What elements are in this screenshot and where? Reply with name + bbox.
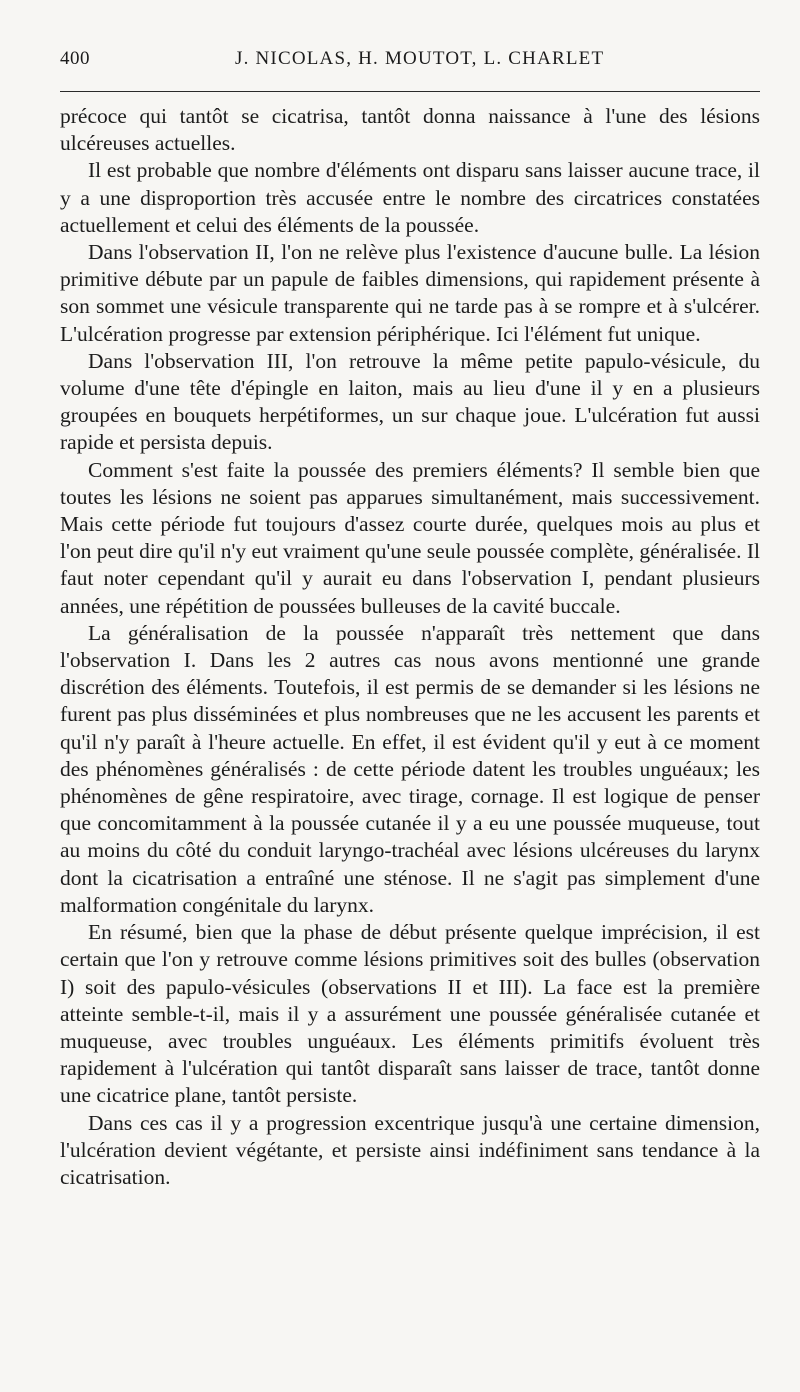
paragraph: Il est probable que nombre d'éléments ont disparu sans laisser aucune trace, il y a une disproportion très accusée entre le nombre des circatrices constatées actuellement et celui des éléments de la poussée. bbox=[60, 158, 760, 237]
running-head: J. NICOLAS, H. MOUTOT, L. CHARLET bbox=[235, 48, 605, 69]
body-text bbox=[60, 103, 760, 1191]
paragraph: précoce qui tantôt se cicatrisa, tantôt donna naissance à l'une des lésions ulcéreuses actuelles. bbox=[60, 104, 760, 156]
paragraph: Dans ces cas il y a progression excentrique jusqu'à une certaine dimension, l'ulcération devient végétante, et persiste ainsi indéfiniment sans tendance à la cicatrisation. bbox=[60, 1110, 760, 1189]
paragraph: Dans l'observation III, l'on retrouve la même petite papulo-vésicule, du volume d'une tête d'épingle en laiton, mais au lieu d'une il y en a plusieurs groupées en bouquets herpétiformes, un sur chaque joue. L'ulcération fut aussi rapide et persista depuis. bbox=[60, 348, 760, 455]
header-rule bbox=[60, 91, 760, 92]
paragraph: La généralisation de la poussée n'apparaît très nettement que dans l'observation I. Dans les 2 autres cas nous avons mentionné une grande discrétion des éléments. Toutefois, il est permis de se demander si les lésions ne furent pas plus disséminées et plus nombreuses que ne les accusent les parents et qu'il n'y paraît à l'heure actuelle. En effet, il est évident qu'il y eut à ce moment des phénomènes généralisés : de cette période datent les troubles unguéaux; les phénomènes de gêne respiratoire, avec tirage, cornage. Il est logique de penser que concomitamment à la poussée cutanée il y a eu une poussée muqueuse, tout au moins du côté du conduit laryngo-trachéal avec lésions ulcéreuses du larynx dont la cicatrisation a entraîné une sténose. Il ne s'agit pas simplement d'une malformation congénitale du larynx. bbox=[60, 620, 760, 917]
page-number: 400 bbox=[60, 48, 90, 69]
paragraph: Dans l'observation II, l'on ne relève plus l'existence d'aucune bulle. La lésion primitive débute par un papule de faibles dimensions, qui rapidement présente à son sommet une vésicule transparente qui ne tarde pas à se rompre et à s'ulcérer. L'ulcération progresse par extension périphérique. Ici l'élément fut unique. bbox=[60, 240, 760, 346]
page-header bbox=[60, 48, 760, 78]
paragraph: En résumé, bien que la phase de début présente quelque imprécision, il est certain que l'on y retrouve comme lésions primitives soit des bulles (observation I) soit des papulo-vésicules (observations II et III). La face est la première atteinte semble-t-il, mais il y a assurément une poussée généralisée cutanée et muqueuse, avec troubles unguéaux. Les éléments primitifs évoluent très rapidement à l'ulcération qui tantôt disparaît sans laisser de trace, tantôt donne une cicatrice plane, tantôt persiste. bbox=[60, 920, 760, 1108]
paragraph: Comment s'est faite la poussée des premiers éléments? Il semble bien que toutes les lésions ne soient pas apparues simultanément, mais successivement. Mais cette période fut toujours d'assez courte durée, quelques mois au plus et l'on peut dire qu'il n'y eut vraiment qu'une seule poussée complète, généralisée. Il faut noter cependant qu'il y aurait eu dans l'observation I, pendant plusieurs années, une répétition de poussées bulleuses de la cavité buccale. bbox=[60, 457, 760, 618]
